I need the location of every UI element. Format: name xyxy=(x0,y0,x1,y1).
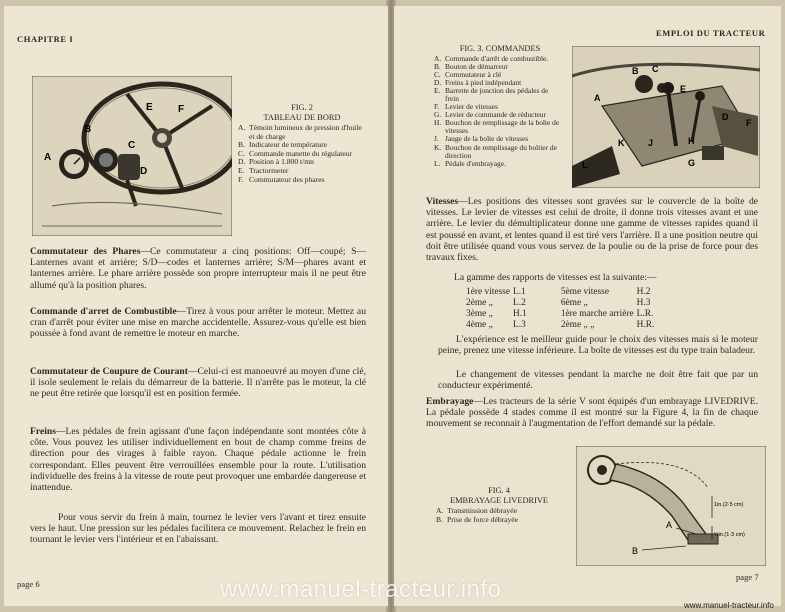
fig2-legend-d: D. Position à 1.800 t/mn xyxy=(238,157,314,167)
fig4-number: FIG. 4 xyxy=(488,486,510,495)
fig3-callout-d: D xyxy=(722,112,729,122)
fig2-callout-c: C xyxy=(128,140,136,151)
para-embrayage: Embrayage—Les tracteurs de la série V sont équipés d'un embrayage LIVEDRIVE. La pédale possède 4 stades comme il est montré sur la Figure 4, la fin de chaque mouvement se reconnait à l'augmentation de l'effort demandé sur la pédale. xyxy=(426,396,758,430)
fig4-legend-a: A. Transmission débrayée xyxy=(436,506,517,515)
fig3-controls-illustration xyxy=(572,46,760,188)
fig4-clutch-pedal-illustration xyxy=(576,446,766,566)
gear-row: 2ème „ L.2 6ème „ H.3 xyxy=(466,298,651,308)
fig2-callout-e: E xyxy=(146,102,153,113)
fig3-legend-j: J. Jauge de la boîte de vitesses xyxy=(434,134,529,144)
right-page-number: page 7 xyxy=(736,572,759,582)
fig2-legend-b: B. Indicateur de température xyxy=(238,140,328,150)
left-page xyxy=(4,6,388,606)
site-footer-link[interactable]: www.manuel-tracteur.info xyxy=(684,601,774,610)
fig4-legend-b: B. Prise de force débrayée xyxy=(436,514,519,524)
fig3-callout-f: F xyxy=(746,118,752,128)
fig3-callout-l: L xyxy=(582,160,588,170)
gear-ratio-table xyxy=(466,287,657,331)
fig3-legend-k: K. Bouchon de remplissage du boîtier de direction xyxy=(434,142,557,160)
fig3-legend-e: E. Barrette de jonction des pédales de frein xyxy=(434,86,549,104)
fig4-legend xyxy=(436,507,566,524)
fig3-callout-b: B xyxy=(632,66,639,76)
gear-row: 1ère vitesse L.1 5ème vitesse H.2 xyxy=(466,287,651,297)
fig2-dashboard-illustration xyxy=(32,76,232,236)
fig3-callout-c: C xyxy=(652,64,659,74)
fig2-number: FIG. 2 xyxy=(291,103,313,112)
fig2-callout-a: A xyxy=(44,152,52,163)
fig3-legend-h: H. Bouchon de remplissage de la boîte de vitesses xyxy=(434,118,560,136)
fig4-callout-a: A xyxy=(666,520,673,530)
fig3-legend-g: G. Levier de commande de réducteur xyxy=(434,110,546,120)
gamme-intro: La gamme des rapports de vitesses est la suivante:— xyxy=(454,272,657,283)
para-freins: Freins—Les pédales de frein agissant d'une façon indépendante sont montées côte à côte. Vous pouvez les utiliser individuellement en bout de champ comme freins de direction pour des virages à faible rayon. Chaque pédale actionne le frein correspondant. Elles peuvent être verrouillées ensemble pour la route. L'utilisation individuelle des freins à la vitesse de route peut provoquer une embardée dangereuse et inattendue. xyxy=(30,426,366,494)
para-changement: Le changement de vitesses pendant la marche ne doit être fait que par un conducteur expérimenté. xyxy=(438,369,758,392)
right-page xyxy=(394,6,781,606)
fig3-callout-h: H xyxy=(688,136,695,146)
fig4-title: EMBRAYAGE LIVEDRIVE xyxy=(449,496,549,505)
fig2-legend-c: C. Commande manette du régulateur xyxy=(238,148,353,158)
fig2-callout-d: D xyxy=(140,166,148,177)
fig2-legend-e: E. Tractormeter xyxy=(238,165,289,175)
fig3-callout-a: A xyxy=(594,93,601,103)
right-header: EMPLOI DU TRACTEUR xyxy=(656,28,766,38)
gear-row: 3ème „ H.1 1ère marche arrière L.R. xyxy=(466,309,654,319)
left-header: CHAPITRE I xyxy=(17,34,74,44)
left-page-number: page 6 xyxy=(17,579,40,589)
fig3-legend-c: C. Commutateur à clé xyxy=(434,70,502,80)
para-vitesses: Vitesses—Les positions des vitesses sont gravées sur le couvercle de la boîte de vitesses. Le levier de vitesses est celui de droite, il donne trois vitesses avant et une arrière. Le levier du démultiplicateur donne une gamme de vitesses rapides quand il est poussé en avant, et lentes quand il est tiré vers l'arrière. Il a une position neutre qui doit être utilisée quand vous vous servez de la poulie ou de la prise de force pour des travaux fixes. xyxy=(426,196,758,264)
fig3-legend-l: L. Pédale d'embrayage. xyxy=(434,158,506,168)
para-frein-main: Pour vous servir du frein à main, tournez le levier vers l'avant et tirez ensuite vers le haut. Une pression sur les pédales facilitera ce mouvement. Relachez le frein en tournant le levier vers l'intérieur et en l'abaissant. xyxy=(30,512,366,546)
para-coupure-courant: Commutateur de Coupure de Courant—Celui-ci est manoeuvré au moyen d'une clé, il isole seulement le relais du démarreur de la batterie. Il n'arrête pas le moteur, la clé ne peut être retirée que lorsqu'il est en position fermée. xyxy=(30,366,366,400)
fig4-callout-b: B xyxy=(632,546,639,556)
fig2-legend-a: A. Témoin lumineux de pression d'huile et de charge xyxy=(238,123,362,141)
fig2-title: TABLEAU DE BORD xyxy=(263,113,341,122)
gear-row: 4ème „ L.3 2ème „ „ H.R. xyxy=(466,320,655,330)
fig3-callout-e: E xyxy=(680,84,687,94)
para-commande-arret: Commande d'arret de Combustible—Tirez à vous pour arrêter le moteur. Mettez au cran d'arrêt pour éviter une mise en marche accidentelle. Assurez-vous qu'elle est bien poussée à fond avant de remettre le moteur en marche. xyxy=(30,306,366,340)
fig3-legend-a: A. Commande d'arrêt de combustible. xyxy=(434,54,549,63)
fig2-callout-b: B xyxy=(84,124,92,135)
fig4-dim-1in: 1in.(2·5 cm) xyxy=(714,502,744,508)
fig3-legend-d: D. Freins à pied indépendant xyxy=(434,78,522,88)
fig3-callout-g: G xyxy=(688,158,696,168)
fig3-legend-b: B. Bouton de démarreur xyxy=(434,62,508,72)
para-commutateur-phares: Commutateur des Phares—Ce commutateur a cinq positions: Off—coupé; S—Lanternes avant et arrière; S/D—codes et lanternes arrière; S/M—phares avant et lanternes arrière. Le phare arrière possède son propre interrupteur mais il ne peut être allumé qu'à la position phares. xyxy=(30,246,366,291)
fig3-callout-j: J xyxy=(648,138,654,148)
fig3-caption: FIG. 3. COMMANDES xyxy=(459,44,541,53)
fig2-legend xyxy=(238,124,364,184)
fig3-legend-f: F. Levier de vitesses xyxy=(434,102,498,112)
para-experience: L'expérience est le meilleur guide pour le choix des vitesses mais si le moteur peine, prenez une vitesse inférieure. La boîte de vitesses est du type train baladeur. xyxy=(438,334,758,357)
fig2-legend-f: F. Commutateur des phares xyxy=(238,174,325,184)
fig3-legend xyxy=(434,55,560,168)
fig3-callout-k: K xyxy=(618,138,625,148)
fig2-callout-f: F xyxy=(178,104,185,115)
watermark-url: www.manuel-tracteur.info xyxy=(220,576,502,603)
fig4-dim-half-in: ½in.(1·3 cm) xyxy=(714,532,745,538)
